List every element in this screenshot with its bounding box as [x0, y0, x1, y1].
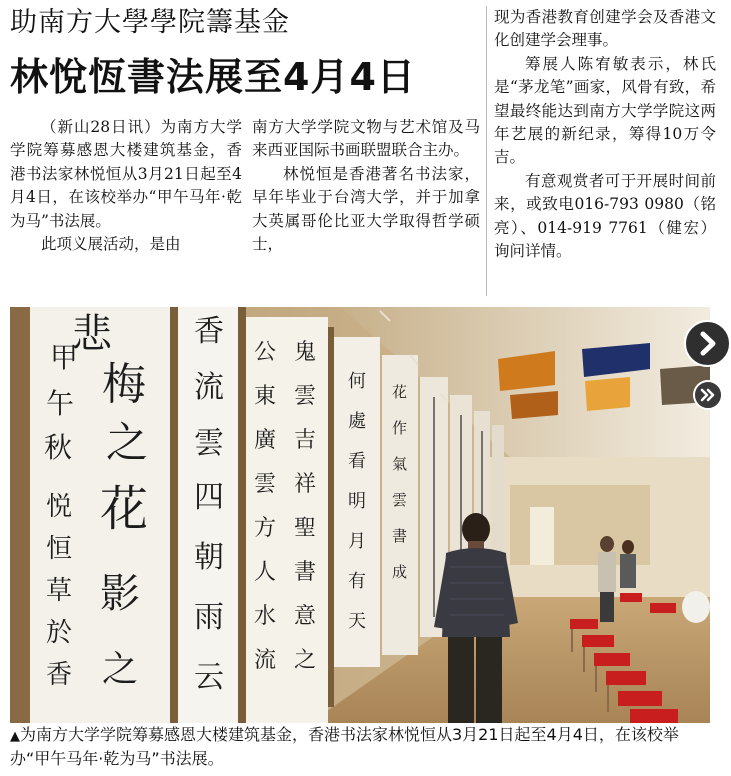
svg-text:草: 草: [46, 576, 73, 606]
chevron-right-icon: [686, 322, 729, 365]
article-column-2: [252, 116, 480, 302]
svg-text:之: 之: [294, 648, 317, 673]
svg-text:香: 香: [46, 660, 73, 690]
svg-text:鬼: 鬼: [294, 340, 317, 365]
svg-text:公: 公: [254, 340, 277, 365]
paragraph: 林悦恒是香港著名书法家，早年毕业于台湾大学，并于加拿大英属哥伦比亚大学取得哲学硕士，: [252, 164, 480, 254]
svg-text:天: 天: [348, 611, 366, 632]
double-chevron-right-icon: [695, 382, 721, 408]
article-column-3: [494, 6, 716, 302]
svg-text:月: 月: [348, 531, 366, 552]
svg-text:於: 於: [46, 618, 73, 648]
svg-text:秋: 秋: [44, 431, 73, 464]
svg-text:悦: 悦: [46, 492, 73, 522]
svg-text:意: 意: [294, 604, 317, 629]
svg-text:成: 成: [392, 563, 408, 581]
svg-text:明: 明: [348, 491, 366, 512]
paragraph: 南方大学学院文物与艺术馆及马来西亚国际书画联盟联合主办。: [252, 118, 480, 160]
svg-text:作: 作: [392, 419, 408, 437]
column-divider: [486, 6, 487, 296]
svg-text:四: 四: [194, 480, 224, 515]
article-kicker: 助南方大學學院籌基金: [10, 7, 290, 38]
svg-text:書: 書: [392, 527, 408, 545]
article-headline: 林悅恆書法展至4月4日: [10, 55, 416, 99]
svg-text:處: 處: [348, 411, 366, 432]
svg-text:祥: 祥: [294, 472, 317, 497]
svg-text:梅: 梅: [102, 359, 146, 410]
svg-text:東: 東: [254, 384, 277, 409]
svg-text:氣: 氣: [392, 455, 408, 473]
svg-text:水: 水: [254, 604, 277, 629]
svg-text:流: 流: [254, 648, 277, 673]
article-column-1: [10, 116, 242, 302]
photo-caption: [10, 724, 715, 770]
svg-text:流: 流: [194, 370, 224, 405]
svg-text:花: 花: [100, 481, 149, 537]
svg-text:雲: 雲: [392, 491, 408, 509]
last-photo-button[interactable]: [693, 380, 723, 410]
svg-text:雲: 雲: [254, 472, 277, 497]
paragraph: 筹展人陈宥敏表示，林氏是“茅龙笔”画家，风骨有致，希望最终能达到南方大学学院这两年艺展的新纪录，筹得10万令吉。: [494, 54, 716, 167]
svg-text:雲: 雲: [294, 384, 317, 409]
svg-text:之: 之: [102, 649, 139, 690]
caption-text: 为南方大学学院筹募感恩大楼建筑基金，香港书法家林悦恒从3月21日起至4月4日，在该校举办“甲午马年·乾为马”书法展。: [10, 725, 679, 768]
svg-text:甲: 甲: [50, 341, 79, 374]
svg-text:午: 午: [46, 387, 75, 420]
svg-text:雲: 雲: [194, 426, 224, 461]
svg-text:有: 有: [348, 571, 366, 592]
paragraph: 此项义展活动，是由: [41, 235, 181, 254]
svg-text:朝: 朝: [194, 540, 224, 575]
svg-text:云: 云: [194, 660, 224, 695]
svg-text:之: 之: [106, 418, 149, 467]
exhibition-photo: [10, 307, 710, 723]
paragraph: 现为香港教育创建学会及香港文化创建学会理事。: [494, 8, 716, 50]
next-photo-button[interactable]: [684, 320, 731, 367]
svg-text:香: 香: [194, 314, 224, 349]
svg-text:廣: 廣: [254, 428, 277, 453]
svg-text:悲: 悲: [72, 311, 112, 357]
paragraph: （新山28日讯）为南方大学学院筹募感恩大楼建筑基金，香港书法家林悦恒从3月21日起至4月4日，在该校举办“甲午马年·乾为马”书法展。: [10, 118, 242, 230]
svg-text:看: 看: [348, 451, 366, 472]
svg-text:何: 何: [348, 371, 366, 392]
svg-text:方: 方: [254, 516, 277, 541]
paragraph: 有意观赏者可于开展时间前来，或致电016-793 0980（铭亮）、014-919 7761（健宏）询问详情。: [494, 171, 716, 261]
svg-text:影: 影: [100, 571, 140, 617]
svg-text:人: 人: [254, 560, 277, 585]
svg-text:聖: 聖: [294, 516, 317, 541]
svg-text:吉: 吉: [294, 428, 317, 453]
caption-marker-icon: ▲: [10, 729, 20, 744]
svg-text:恒: 恒: [46, 534, 73, 564]
svg-text:雨: 雨: [194, 600, 224, 635]
svg-text:書: 書: [294, 560, 317, 585]
svg-text:花: 花: [392, 383, 408, 401]
